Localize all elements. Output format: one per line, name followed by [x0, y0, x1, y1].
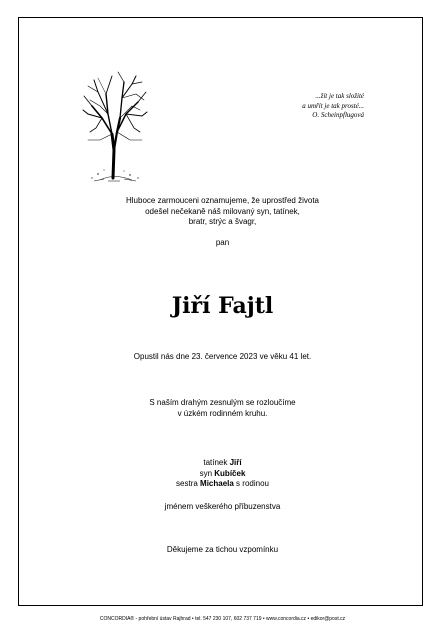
thanks-line: Děkujeme za tichou vzpomínku — [166, 545, 279, 554]
deceased-name: Jiří Fajtl — [171, 293, 274, 319]
quote-author: O. Scheinpflugová — [312, 111, 364, 119]
death-notice: Opustil nás dne 23. července 2023 ve věku 41 let. — [133, 352, 312, 361]
farewell-text — [0, 398, 445, 419]
title-word: pan — [215, 238, 230, 247]
intro-line-2: odešel nečekaně náš milovaný syn, tatínek, — [145, 206, 300, 216]
quote-line-1: ...žít je tak složité — [315, 92, 364, 100]
tree-icon — [80, 70, 150, 182]
farewell-line-1: S naším drahým zesnulým se rozloučíme — [149, 398, 296, 407]
mourner-name: Michaela — [200, 479, 234, 488]
quote-line-2: a umřít je tak prosté... — [302, 101, 364, 110]
mourner-name: Jiří — [229, 458, 242, 467]
intro-text — [0, 196, 445, 228]
family-line: jménem veškerého příbuzenstva — [164, 502, 281, 511]
mourner-item: sestra Michaela s rodinou — [176, 479, 269, 488]
mourners-list — [0, 458, 445, 490]
mourner-name: Kubíček — [214, 468, 246, 478]
intro-line-3: bratr, strýc a švagr, — [188, 217, 257, 226]
farewell-line-2: v úzkém rodinném kruhu. — [177, 408, 268, 418]
quote — [238, 92, 364, 121]
intro-line-1: Hluboce zarmouceni oznamujeme, že uprostřed života — [126, 196, 319, 205]
mourner-item: tatínek Jiří — [203, 458, 242, 467]
footer-contact: CONCORDIA® - pohřební ústav Rajhrad • tel. 547 230 107, 602 737 719 • www.concordia.cz • edikor@post.cz — [99, 616, 346, 622]
mourner-item: syn Kubíček — [199, 468, 246, 478]
